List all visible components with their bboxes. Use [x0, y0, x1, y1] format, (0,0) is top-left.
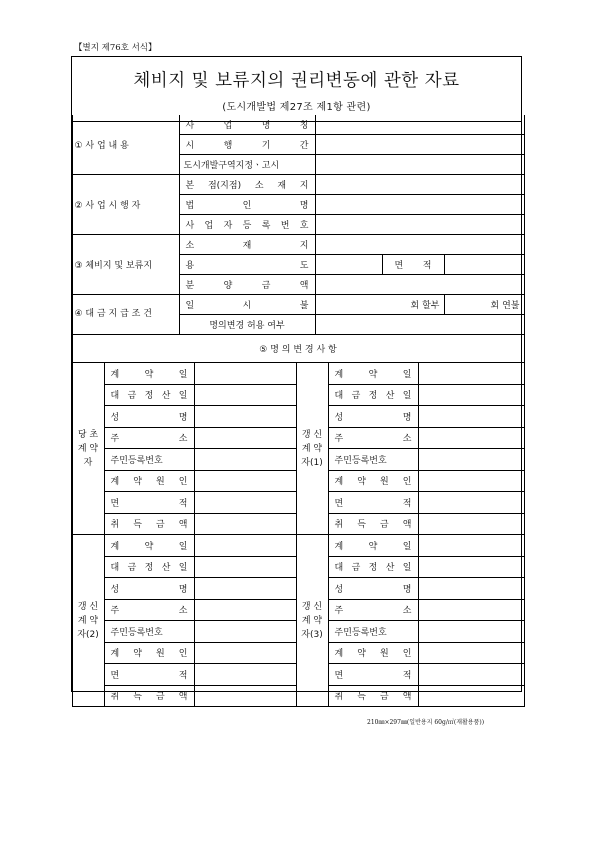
party-field-value[interactable]	[194, 556, 296, 578]
party-field-value[interactable]	[418, 492, 524, 514]
party-field-value[interactable]	[194, 513, 296, 535]
location-value[interactable]	[315, 235, 524, 255]
party-field-label: 면 적	[104, 492, 194, 514]
party-field-value[interactable]	[418, 363, 524, 385]
party-field-label: 계 약 원 인	[104, 470, 194, 492]
corporation-name-value[interactable]	[315, 195, 524, 215]
party-field-value[interactable]	[418, 384, 524, 406]
party-field-value[interactable]	[194, 599, 296, 621]
party-field-label: 계 약 일	[104, 363, 194, 385]
sale-price-value[interactable]	[315, 275, 524, 295]
party-table	[72, 362, 525, 707]
party-field-label: 주민등록번호	[328, 621, 418, 643]
party-field-label: 계 약 일	[328, 535, 418, 557]
party-field-label: 성 명	[104, 406, 194, 428]
party-field-label: 계 약 원 인	[328, 470, 418, 492]
party-field-value[interactable]	[418, 685, 524, 707]
section-operator-label: ② 사 업 시 행 자	[72, 175, 179, 235]
party-field-label: 성 명	[104, 578, 194, 600]
party-field-label: 면 적	[104, 664, 194, 686]
form-title: 체비지 및 보류지의 권리변동에 관한 자료	[133, 71, 460, 91]
party-field-value[interactable]	[194, 363, 296, 385]
party-field-label: 취 득 금 액	[328, 685, 418, 707]
party-field-value[interactable]	[194, 470, 296, 492]
party-field-label: 계 약 일	[328, 363, 418, 385]
annual-cell[interactable]: 회 연불	[444, 295, 524, 315]
party-field-value[interactable]	[418, 664, 524, 686]
installment-cell[interactable]: 회 할부	[315, 295, 444, 315]
party-field-label: 면 적	[328, 492, 418, 514]
business-reg-no-value[interactable]	[315, 215, 524, 235]
party-field-label: 취 득 금 액	[104, 685, 194, 707]
party-field-label: 주 소	[328, 427, 418, 449]
rights-change-form	[71, 56, 522, 703]
office-address-value[interactable]	[315, 175, 524, 195]
use-value[interactable]	[315, 255, 382, 275]
use-label: 용 도	[179, 255, 315, 275]
party-field-label: 주 소	[104, 427, 194, 449]
party-field-value[interactable]	[194, 384, 296, 406]
party-field-value[interactable]	[418, 470, 524, 492]
area-label: 면 적	[382, 255, 444, 275]
party-field-value[interactable]	[418, 449, 524, 471]
party-label-new1: 갱 신 계 약 자(1)	[296, 363, 328, 535]
lump-sum-label: 일 시 불	[179, 295, 315, 315]
party-field-value[interactable]	[418, 556, 524, 578]
party-field-value[interactable]	[418, 513, 524, 535]
sale-price-label: 분 양 금 액	[179, 275, 315, 295]
business-period-value[interactable]	[315, 135, 524, 155]
party-field-value[interactable]	[194, 492, 296, 514]
district-designation-label: 도시개발구역지정ㆍ고시	[179, 155, 315, 175]
party-field-label: 대 금 정 산 일	[104, 384, 194, 406]
name-change-permit-value[interactable]	[315, 315, 524, 335]
party-field-label: 주민등록번호	[104, 621, 194, 643]
section-land-label: ③ 체비지 및 보류지	[72, 235, 179, 295]
section-payment-label: ④ 대 금 지 급 조 건	[72, 295, 179, 335]
party-field-value[interactable]	[194, 427, 296, 449]
party-field-label: 계 약 원 인	[104, 642, 194, 664]
party-field-label: 성 명	[328, 578, 418, 600]
party-field-value[interactable]	[418, 642, 524, 664]
party-field-value[interactable]	[194, 664, 296, 686]
party-field-label: 대 금 정 산 일	[328, 384, 418, 406]
party-field-value[interactable]	[418, 535, 524, 557]
party-field-label: 면 적	[328, 664, 418, 686]
business-period-label: 시 행 기 간	[179, 135, 315, 155]
district-designation-value[interactable]	[315, 155, 524, 175]
location-label: 소 재 지	[179, 235, 315, 255]
party-field-label: 성 명	[328, 406, 418, 428]
party-field-label: 주민등록번호	[104, 449, 194, 471]
business-name-value[interactable]	[315, 115, 524, 135]
party-field-value[interactable]	[194, 642, 296, 664]
info-table	[72, 115, 525, 363]
party-label-new3: 갱 신 계 약 자(3)	[296, 535, 328, 707]
party-field-label: 주 소	[328, 599, 418, 621]
party-field-value[interactable]	[418, 427, 524, 449]
party-field-label: 계 약 일	[104, 535, 194, 557]
party-label-new2: 갱 신 계 약 자(2)	[72, 535, 104, 707]
party-field-value[interactable]	[418, 406, 524, 428]
area-value[interactable]	[444, 255, 524, 275]
party-field-label: 취 득 금 액	[328, 513, 418, 535]
legal-basis: (도시개발법 제27조 제1항 관련)	[222, 102, 371, 113]
section-name-change-label: ⑤ 명 의 변 경 사 항	[72, 335, 524, 363]
party-field-label: 취 득 금 액	[104, 513, 194, 535]
party-field-value[interactable]	[194, 685, 296, 707]
title-area	[72, 57, 521, 122]
party-field-value[interactable]	[194, 535, 296, 557]
party-field-value[interactable]	[418, 621, 524, 643]
name-change-permit-label: 명의변경 허용 여부	[179, 315, 315, 335]
business-name-label: 사 업 명 칭	[179, 115, 315, 135]
corporation-name-label: 법 인 명	[179, 195, 315, 215]
form-number: 【별지 제76호 서식】	[74, 43, 157, 53]
party-field-value[interactable]	[194, 621, 296, 643]
party-label-original: 당 초 계 약 자	[72, 363, 104, 535]
paper-spec: 210㎜×297㎜(일반용지 60g/㎡(재활용품))	[367, 719, 485, 726]
party-field-label: 주 소	[104, 599, 194, 621]
party-field-value[interactable]	[194, 406, 296, 428]
section-business-label: ① 사 업 내 용	[72, 115, 179, 175]
office-address-label: 본 점(지점) 소 재 지	[179, 175, 315, 195]
party-field-value[interactable]	[194, 578, 296, 600]
party-field-label: 대 금 정 산 일	[328, 556, 418, 578]
business-reg-no-label: 사 업 자 등 록 번 호	[179, 215, 315, 235]
party-field-label: 주민등록번호	[328, 449, 418, 471]
party-field-value[interactable]	[418, 599, 524, 621]
party-field-value[interactable]	[194, 449, 296, 471]
party-field-label: 대 금 정 산 일	[104, 556, 194, 578]
party-field-label: 계 약 원 인	[328, 642, 418, 664]
party-field-value[interactable]	[418, 578, 524, 600]
